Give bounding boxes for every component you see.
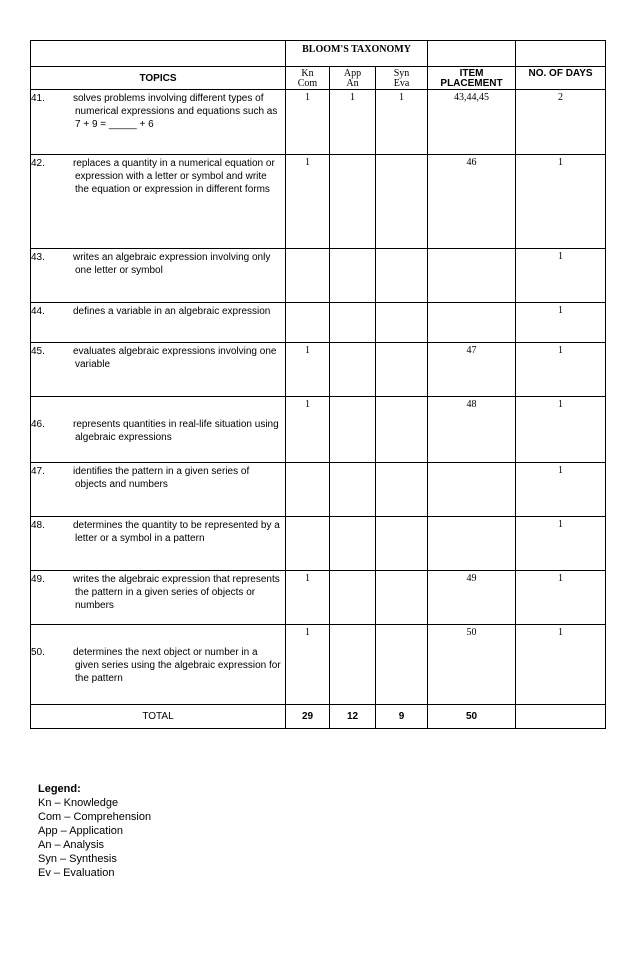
topic-text [31, 463, 281, 491]
syn-eva-cell [376, 517, 428, 571]
topic-text [31, 343, 281, 371]
table-row [31, 463, 606, 517]
topic-description: defines a variable in an algebraic expression [73, 306, 271, 317]
app-an-cell [330, 517, 376, 571]
topic-number: 44. [31, 306, 45, 317]
no-of-days-cell: 1 [516, 625, 606, 705]
item-label: ITEM [459, 68, 484, 79]
total-no-of-days [516, 705, 606, 729]
app-an-cell [330, 463, 376, 517]
item-placement-cell [428, 303, 516, 343]
app-an-cell [330, 249, 376, 303]
topic-cell [31, 303, 286, 343]
app-an-cell [330, 397, 376, 463]
topic-cell [31, 625, 286, 705]
item-placement-cell: 43,44,45 [428, 90, 516, 155]
kn-com-header [286, 67, 330, 90]
topic-text [31, 303, 281, 318]
header-row-top [31, 41, 606, 67]
topic-description: solves problems involving different types of numerical expressions and equations such as 7 + 9 = _____ + 6 [73, 93, 278, 130]
no-of-days-cell: 2 [516, 90, 606, 155]
topic-text [31, 517, 281, 545]
topic-text [31, 571, 281, 612]
table-of-specifications [30, 40, 606, 729]
item-placement-cell [428, 249, 516, 303]
no-of-days-cell: 1 [516, 303, 606, 343]
topic-cell [31, 463, 286, 517]
item-placement-cell [428, 517, 516, 571]
topic-description: replaces a quantity in a numerical equation or expression with a letter or symbol and write the equation or expression in different forms [73, 158, 275, 195]
kn-com-cell: 1 [286, 90, 330, 155]
legend-item: An – Analysis [38, 839, 105, 851]
no-of-days-cell: 1 [516, 463, 606, 517]
header-row-bottom [31, 67, 606, 90]
topic-description: determines the quantity to be represented by a letter or a symbol in a pattern [73, 520, 280, 544]
item-placement-header [428, 67, 516, 90]
table-row [31, 571, 606, 625]
syn-eva-cell [376, 343, 428, 397]
topic-number: 45. [31, 346, 45, 357]
no-of-days-cell: 1 [516, 343, 606, 397]
syn-eva-cell [376, 625, 428, 705]
item-placement-cell: 48 [428, 397, 516, 463]
item-placement-cell [428, 463, 516, 517]
kn-com-cell [286, 463, 330, 517]
topic-description: determines the next object or number in a given series using the algebraic expression for the pattern [73, 647, 281, 684]
syn-eva-cell [376, 397, 428, 463]
table-row [31, 625, 606, 705]
topic-number: 47. [31, 466, 45, 477]
syn-eva-cell [376, 463, 428, 517]
topic-text [31, 644, 281, 685]
topic-description: represents quantities in real-life situation using algebraic expressions [73, 418, 279, 443]
topic-number: 49. [31, 574, 45, 585]
topic-number: 41. [31, 93, 45, 104]
table-row [31, 155, 606, 249]
topic-cell [31, 249, 286, 303]
topic-description: writes an algebraic expression involving only one letter or symbol [73, 252, 271, 276]
topic-number: 42. [31, 158, 45, 169]
topic-text [31, 249, 281, 277]
table-row [31, 249, 606, 303]
total-item-placement: 50 [428, 705, 516, 729]
topic-cell [31, 517, 286, 571]
no-of-days-cell: 1 [516, 571, 606, 625]
table-row [31, 303, 606, 343]
app-an-cell [330, 571, 376, 625]
topic-number: 50. [31, 647, 45, 658]
topic-description: evaluates algebraic expressions involving one variable [73, 346, 277, 370]
app-an-cell: 1 [330, 90, 376, 155]
legend [38, 782, 151, 880]
blooms-taxonomy-header: BLOOM'S TAXONOMY [286, 41, 428, 67]
kn-com-cell: 1 [286, 625, 330, 705]
topic-number: 46. [31, 418, 45, 430]
topics-header: TOPICS [31, 67, 286, 90]
com-label: Com [297, 78, 318, 89]
legend-item: App – Application [38, 825, 124, 837]
topic-number: 43. [31, 252, 45, 263]
topic-text [31, 90, 281, 131]
table-row [31, 90, 606, 155]
syn-eva-cell [376, 303, 428, 343]
total-app-an: 12 [330, 705, 376, 729]
kn-com-cell: 1 [286, 397, 330, 463]
legend-item: Com – Comprehension [38, 811, 152, 823]
item-placement-cell: 49 [428, 571, 516, 625]
legend-item: Ev – Evaluation [38, 867, 115, 879]
topic-cell [31, 397, 286, 463]
header-empty-cell [516, 41, 606, 67]
eva-label: Eva [393, 78, 410, 89]
topic-text [31, 155, 281, 196]
no-of-days-cell: 1 [516, 397, 606, 463]
no-of-days-cell: 1 [516, 517, 606, 571]
topic-number: 48. [31, 520, 45, 531]
an-label: An [346, 78, 359, 89]
table-row [31, 397, 606, 463]
item-placement-cell: 50 [428, 625, 516, 705]
topic-cell [31, 155, 286, 249]
placement-label: PLACEMENT [440, 78, 503, 89]
syn-eva-cell [376, 155, 428, 249]
kn-com-cell: 1 [286, 571, 330, 625]
app-an-header [330, 67, 376, 90]
total-syn-eva: 9 [376, 705, 428, 729]
app-an-cell [330, 155, 376, 249]
topic-cell [31, 90, 286, 155]
legend-title: Legend: [38, 783, 81, 795]
total-kn-com: 29 [286, 705, 330, 729]
app-an-cell [330, 303, 376, 343]
item-placement-cell: 47 [428, 343, 516, 397]
total-row [31, 705, 606, 729]
syn-eva-cell: 1 [376, 90, 428, 155]
topic-description: identifies the pattern in a given series of objects and numbers [73, 466, 250, 490]
kn-com-cell: 1 [286, 343, 330, 397]
legend-item: Kn – Knowledge [38, 797, 119, 809]
topic-cell [31, 571, 286, 625]
header-empty-cell [428, 41, 516, 67]
syn-label: Syn [393, 68, 410, 79]
header-empty-cell [31, 41, 286, 67]
total-label: TOTAL [31, 705, 286, 729]
kn-com-cell [286, 249, 330, 303]
kn-com-cell: 1 [286, 155, 330, 249]
table-row [31, 343, 606, 397]
item-placement-cell: 46 [428, 155, 516, 249]
app-an-cell [330, 625, 376, 705]
no-of-days-cell: 1 [516, 155, 606, 249]
no-of-days-cell: 1 [516, 249, 606, 303]
kn-com-cell [286, 303, 330, 343]
topic-description: writes the algebraic expression that represents the pattern in a given series of objects or numbers [73, 574, 280, 611]
app-label: App [343, 68, 362, 79]
legend-item: Syn – Synthesis [38, 853, 117, 865]
table-row [31, 517, 606, 571]
kn-com-cell [286, 517, 330, 571]
syn-eva-cell [376, 571, 428, 625]
topic-cell [31, 343, 286, 397]
syn-eva-cell [376, 249, 428, 303]
kn-label: Kn [301, 68, 314, 79]
no-of-days-header: NO. OF DAYS [516, 67, 606, 90]
syn-eva-header [376, 67, 428, 90]
app-an-cell [330, 343, 376, 397]
topic-text [31, 416, 281, 444]
